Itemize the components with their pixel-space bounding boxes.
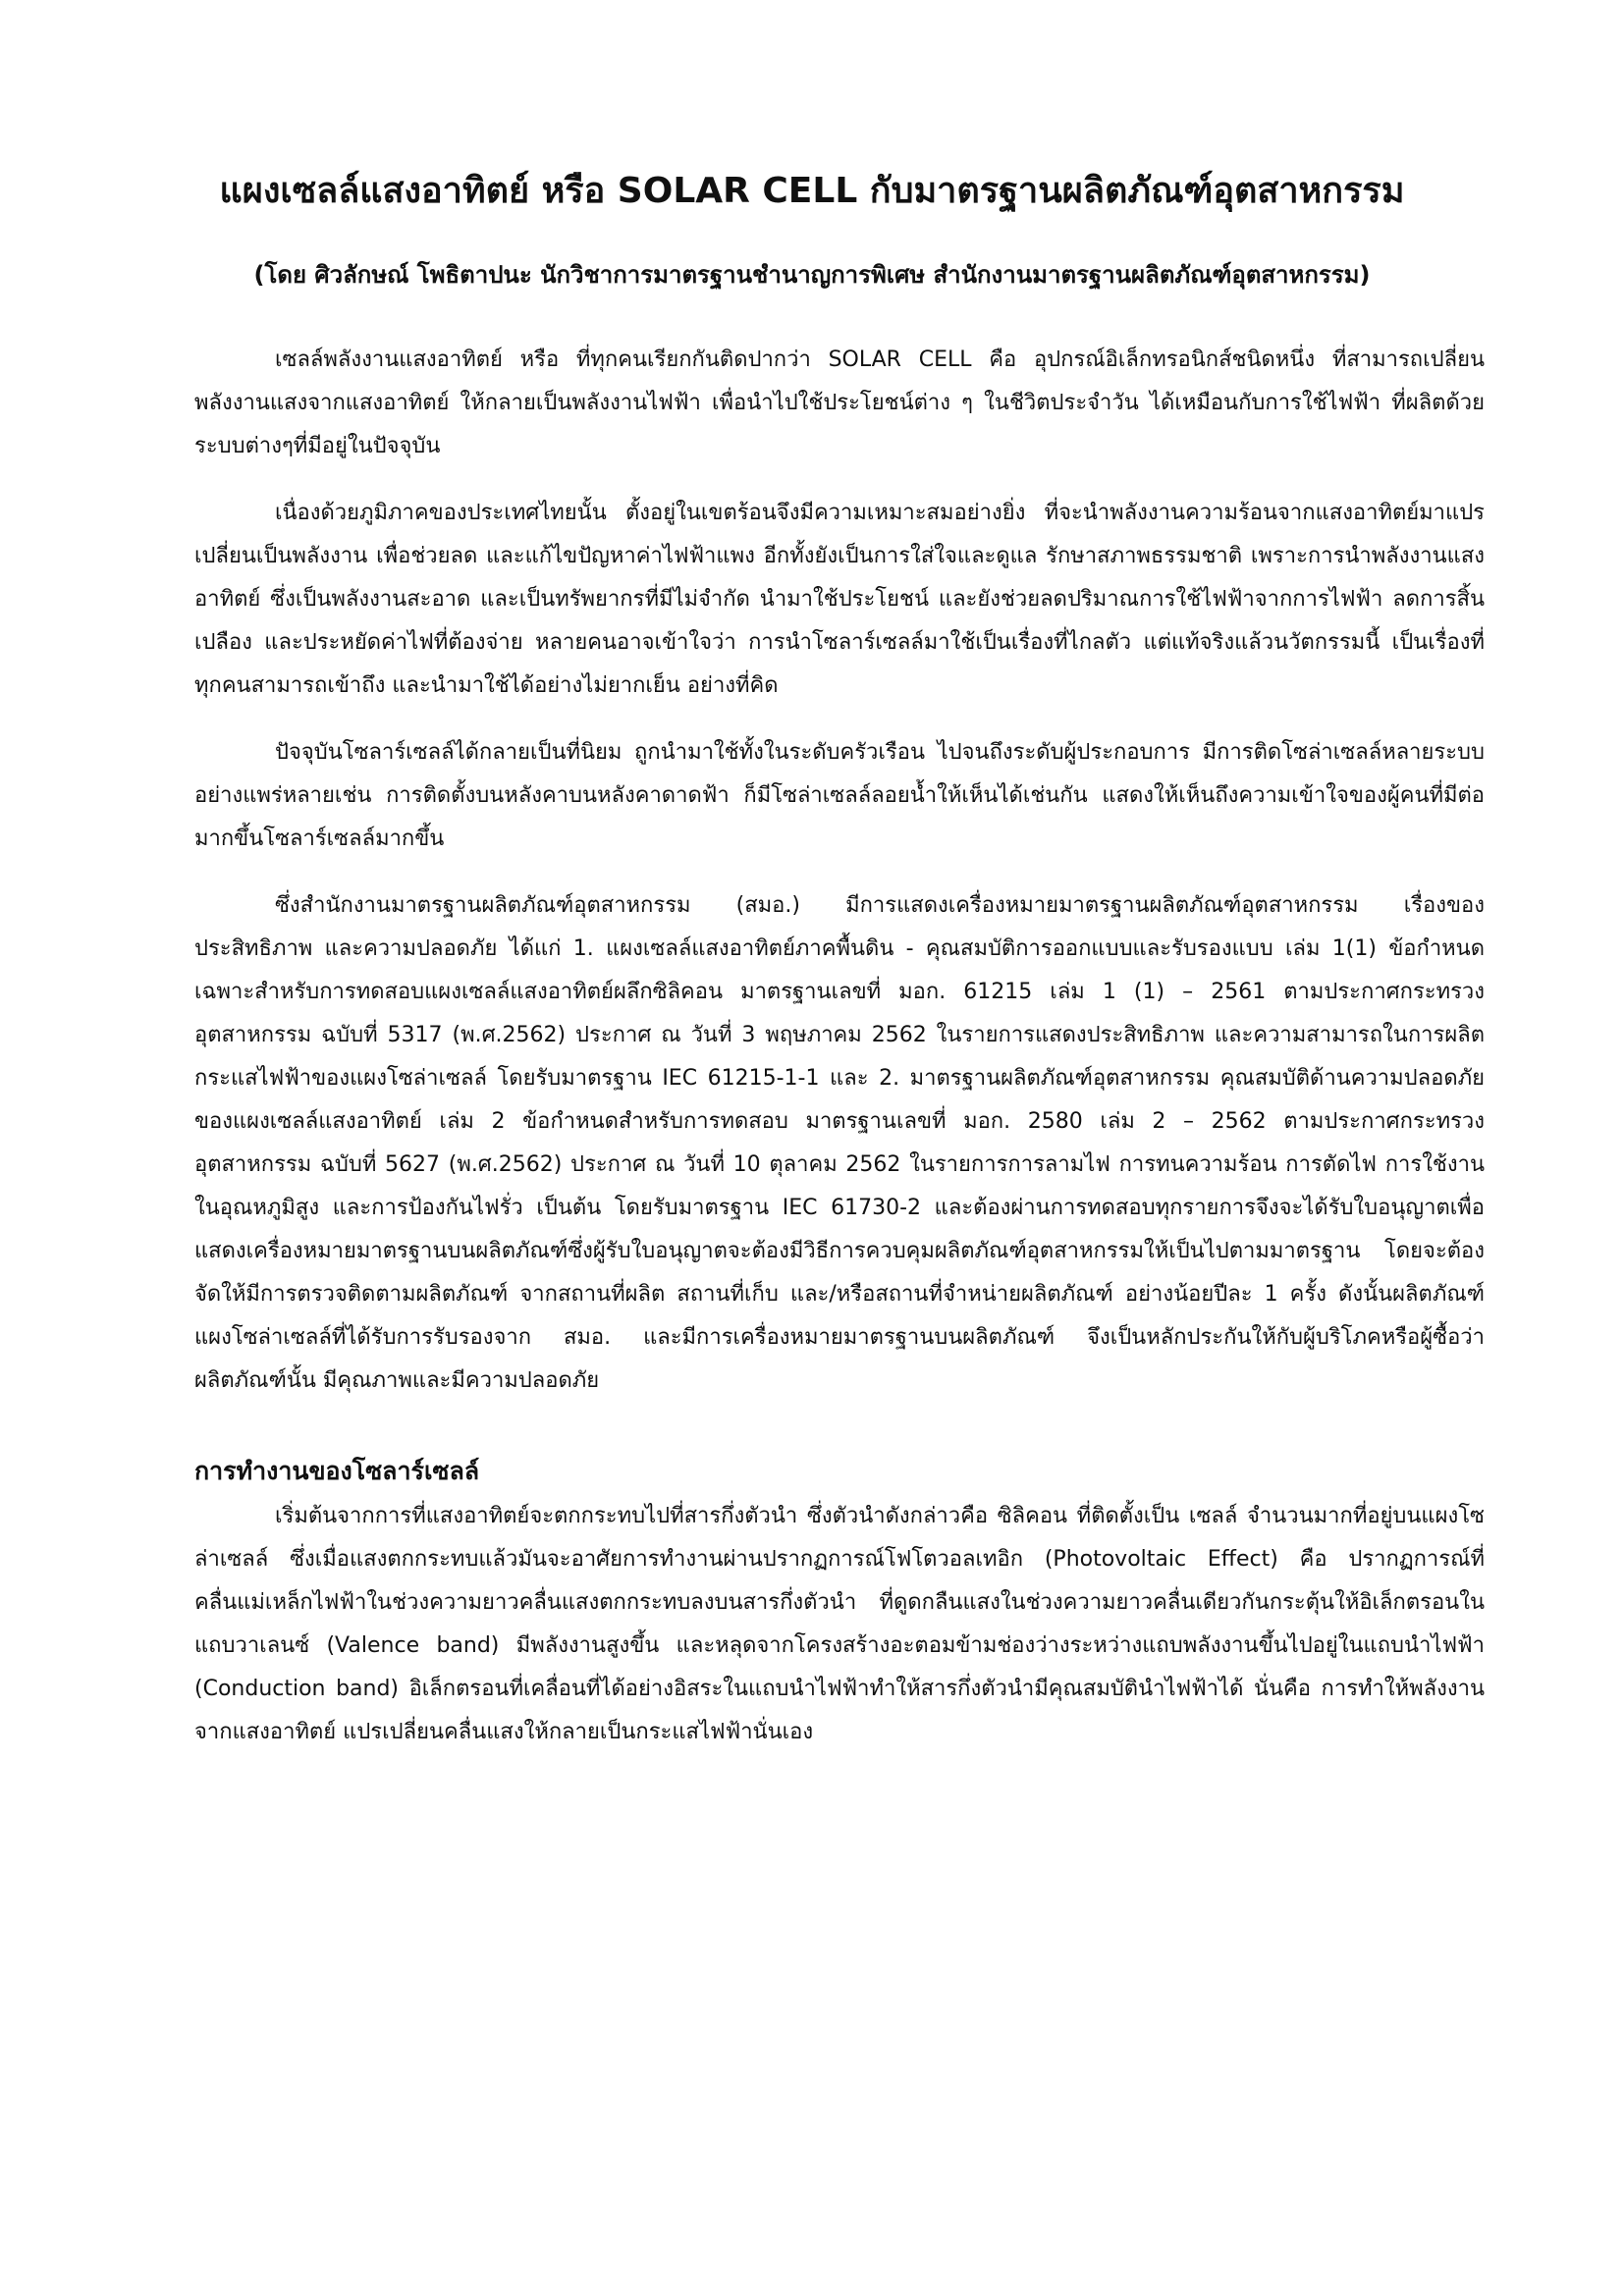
author-byline: (โดย ศิวลักษณ์ โพธิตาปนะ นักวิชาการมาตรฐานชำนาญการพิเศษ สำนักงานมาตรฐานผลิตภัณฑ์อุตสาหกรรม) xyxy=(253,261,1371,289)
paragraph-intro: เซลล์พลังงานแสงอาทิตย์ หรือ ที่ทุกคนเรียกกันติดปากว่า SOLAR CELL คือ อุปกรณ์อิเล็กทรอนิกส์ชนิดหนึ่ง ที่สามารถเปลี่ยนพลังงานแสงจากแสงอาทิตย์ ให้กลายเป็นพลังงานไฟฟ้า เพื่อนำไปใช้ประโยชน์ต่าง ๆ ในชีวิตประจำวัน ได้เหมือนกับการใช้ไฟฟ้า ที่ผลิตด้วยระบบต่างๆที่มีอยู่ในปัจจุบัน xyxy=(194,347,1485,458)
section-heading-how-it-works: การทำงานของโซลาร์เซลล์ xyxy=(194,1457,480,1485)
paragraph-current-popularity: ปัจจุบันโซลาร์เซลล์ได้กลายเป็นที่นิยม ถูกนำมาใช้ทั้งในระดับครัวเรือน ไปจนถึงระดับผู้ประกอบการ มีการติดโซล่าเซลล์หลายระบบอย่างแพร่หลายเช่น การติดตั้งบนหลังคาบนหลังคาดาดฟ้า ก็มีโซล่าเซลล์ลอยน้ำให้เห็นได้เช่นกัน แสดงให้เห็นถึงความเข้าใจของผู้คนที่มีต่อมากขึ้นโซลาร์เซลล์มากขึ้น xyxy=(194,740,1485,851)
document-body xyxy=(194,339,1485,1778)
paragraph-how-it-works: เริ่มต้นจากการที่แสงอาทิตย์จะตกกระทบไปที่สารกึ่งตัวนำ ซึ่งตัวนำดังกล่าวคือ ซิลิคอน ที่ติดตั้งเป็น เซลล์ จำนวนมากที่อยู่บนแผงโซล่าเซลล์ ซึ่งเมื่อแสงตกกระทบแล้วมันจะอาศัยการทำงานผ่านปรากฏการณ์โฟโตวอลเทอิก (Photovoltaic Effect) คือ ปรากฏการณ์ที่คลื่นแม่เหล็กไฟฟ้าในช่วงความยาวคลื่นแสงตกกระทบลงบนสารกึ่งตัวนำ ที่ดูดกลืนแสงในช่วงความยาวคลื่นเดียวกันกระตุ้นให้อิเล็กตรอนในแถบวาเลนซ์ (Valence band) มีพลังงานสูงขึ้น และหลุดจากโครงสร้างอะตอมข้ามช่องว่างระหว่างแถบพลังงานขึ้นไปอยู่ในแถบนำไฟฟ้า (Conduction band) อิเล็กตรอนที่เคลื่อนที่ได้อย่างอิสระในแถบนำไฟฟ้าทำให้สารกึ่งตัวนำมีคุณสมบัตินำไฟฟ้าได้ นั่นคือ การทำให้พลังงานจากแสงอาทิตย์ แปรเปลี่ยนคลื่นแสงให้กลายเป็นกระแสไฟฟ้านั่นเอง xyxy=(194,1504,1485,1744)
paragraph-tisi-standards: ซึ่งสำนักงานมาตรฐานผลิตภัณฑ์อุตสาหกรรม (สมอ.) มีการแสดงเครื่องหมายมาตรฐานผลิตภัณฑ์อุตสาหกรรม เรื่องของประสิทธิภาพ และความปลอดภัย ได้แก่ 1. แผงเซลล์แสงอาทิตย์ภาคพื้นดิน - คุณสมบัติการออกแบบและรับรองแบบ เล่ม 1(1) ข้อกำหนดเฉพาะสำหรับการทดสอบแผงเซลล์แสงอาทิตย์ผลึกซิลิคอน มาตรฐานเลขที่ มอก. 61215 เล่ม 1 (1) – 2561 ตามประกาศกระทรวงอุตสาหกรรม ฉบับที่ 5317 (พ.ศ.2562) ประกาศ ณ วันที่ 3 พฤษภาคม 2562 ในรายการแสดงประสิทธิภาพ และความสามารถในการผลิตกระแสไฟฟ้าของแผงโซล่าเซลล์ โดยรับมาตรฐาน IEC 61215-1-1 และ 2. มาตรฐานผลิตภัณฑ์อุตสาหกรรม คุณสมบัติด้านความปลอดภัยของแผงเซลล์แสงอาทิตย์ เล่ม 2 ข้อกำหนดสำหรับการทดสอบ มาตรฐานเลขที่ มอก. 2580 เล่ม 2 – 2562 ตามประกาศกระทรวงอุตสาหกรรม ฉบับที่ 5627 (พ.ศ.2562) ประกาศ ณ วันที่ 10 ตุลาคม 2562 ในรายการการลามไฟ การทนความร้อน การตัดไฟ การใช้งานในอุณหภูมิสูง และการป้องกันไฟรั่ว เป็นต้น โดยรับมาตรฐาน IEC 61730-2 และต้องผ่านการทดสอบทุกรายการจึงจะได้รับใบอนุญาตเพื่อแสดงเครื่องหมายมาตรฐานบนผลิตภัณฑ์ซึ่งผู้รับใบอนุญาตจะต้องมีวิธีการควบคุมผลิตภัณฑ์อุตสาหกรรมให้เป็นไปตามมาตรฐาน โดยจะต้องจัดให้มีการตรวจติดตามผลิตภัณฑ์ จากสถานที่ผลิต สถานที่เก็บ และ/หรือสถานที่จำหน่ายผลิตภัณฑ์ อย่างน้อยปีละ 1 ครั้ง ดังนั้นผลิตภัณฑ์แผงโซล่าเซลล์ที่ได้รับการรับรองจาก สมอ. และมีการเครื่องหมายมาตรฐานบนผลิตภัณฑ์ จึงเป็นหลักประกันให้กับผู้บริโภคหรือผู้ซื้อว่าผลิตภัณฑ์นั้น มีคุณภาพและมีความปลอดภัย xyxy=(194,893,1485,1393)
document-title: แผงเซลล์แสงอาทิตย์ หรือ SOLAR CELL กับมาตรฐานผลิตภัณฑ์อุตสาหกรรม xyxy=(219,171,1405,211)
paragraph-thailand-suitability: เนื่องด้วยภูมิภาคของประเทศไทยนั้น ตั้งอยู่ในเขตร้อนจึงมีความเหมาะสมอย่างยิ่ง ที่จะนำพลังงานความร้อนจากแสงอาทิตย์มาแปรเปลี่ยนเป็นพลังงาน เพื่อช่วยลด และแก้ไขปัญหาค่าไฟฟ้าแพง อีกทั้งยังเป็นการใส่ใจและดูแล รักษาสภาพธรรมชาติ เพราะการนำพลังงานแสงอาทิตย์ ซึ่งเป็นพลังงานสะอาด และเป็นทรัพยากรที่มีไม่จำกัด นำมาใช้ประโยชน์ และยังช่วยลดปริมาณการใช้ไฟฟ้าจากการไฟฟ้า ลดการสิ้นเปลือง และประหยัดค่าไฟที่ต้องจ่าย หลายคนอาจเข้าใจว่า การนำโซลาร์เซลล์มาใช้เป็นเรื่องที่ไกลตัว แต่แท้จริงแล้วนวัตกรรมนี้ เป็นเรื่องที่ทุกคนสามารถเข้าถึง และนำมาใช้ได้อย่างไม่ยากเย็น อย่างที่คิด xyxy=(194,501,1485,698)
